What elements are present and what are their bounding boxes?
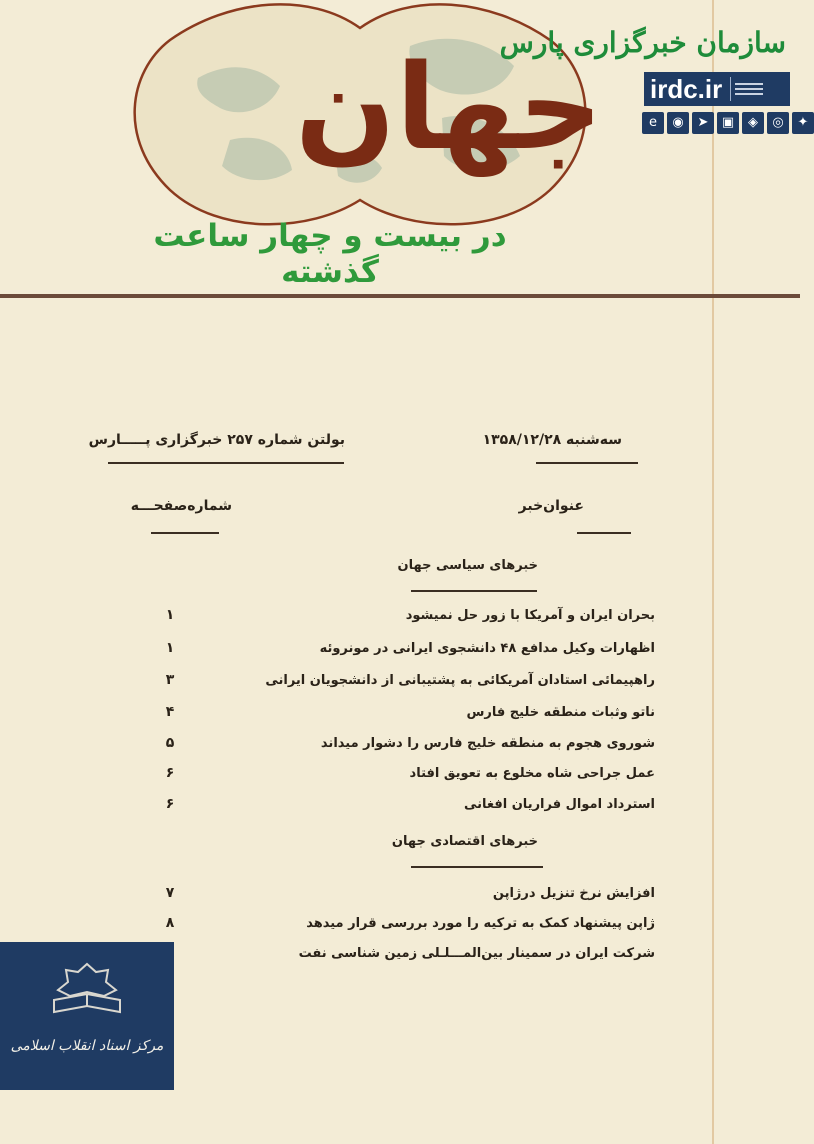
archive-name: مرکز اسناد انقلاب اسلامی (10, 1038, 164, 1054)
list-item-title: بحران ایران و آمریکا با زور حل نمیشود (405, 608, 655, 623)
title-label-underline (577, 532, 631, 534)
list-item-title: شوروی هجوم به منطقه خلیج فارس را دشوار میداند (320, 736, 655, 751)
number-underline (108, 462, 344, 464)
margin-line (712, 0, 714, 1144)
date-underline (536, 462, 638, 464)
list-item-page: ۶ (165, 796, 175, 812)
bulletin-date: سه‌شنبه ۱۳۵۸/۱۲/۲۸ (482, 432, 622, 448)
list-item-page: ۷ (165, 885, 175, 901)
twitter-icon[interactable]: ✦ (792, 112, 814, 134)
agency-name: سازمان خبرگزاری پارس (499, 26, 786, 59)
list-item-title: ژاپن پیشنهاد کمک به ترکیه را مورد بررسی قرار میدهد (306, 916, 655, 931)
list-item-title: راهپیمائی استادان آمریکائی به پشتیبانی از دانشجویان ایرانی (265, 673, 655, 688)
masthead-subtitle: در بیست و چهار ساعت گذشته (153, 218, 507, 290)
list-item-title: عمل جراحی شاه مخلوع به تعویق افتاد (409, 766, 655, 781)
aparat-icon[interactable]: ▣ (717, 112, 739, 134)
soroush-icon[interactable]: ◉ (667, 112, 689, 134)
archive-logo (0, 942, 174, 1090)
column-page-label: شماره‌صفحـــه (130, 498, 232, 514)
masthead-title: جهان (295, 38, 603, 176)
list-item-title: ناتو وثبات منطقه خلیج فارس (466, 705, 655, 720)
list-item-title: استرداد اموال فراریان افغانی (463, 797, 655, 812)
list-item-title: افزایش نرخ تنزیل درژاپن (492, 886, 655, 901)
bulletin-number: بولتن شماره ۲۵۷ خبرگزاری پـــــارس (88, 432, 345, 448)
list-item-title: اظهارات وکیل مدافع ۴۸ دانشجوی ایرانی در مونروئه (319, 641, 655, 656)
social-links (642, 112, 814, 134)
irdc-link[interactable] (644, 72, 790, 106)
list-item-page: ۳ (165, 672, 175, 688)
section-heading-underline (411, 866, 543, 868)
section-heading: خبرهای سیاسی جهان (397, 558, 538, 573)
irdc-logo-icon (730, 77, 763, 101)
list-item-page: ۴ (165, 704, 175, 720)
list-item-page: ۱ (165, 607, 175, 623)
rubika-icon[interactable]: ◈ (742, 112, 764, 134)
masthead-divider (0, 294, 800, 298)
list-item-page: ۶ (165, 765, 175, 781)
irdc-site-label: irdc.ir (650, 73, 723, 104)
eitaa-icon[interactable]: e (642, 112, 664, 134)
archive-emblem-icon (44, 960, 130, 1016)
instagram-icon[interactable]: ◎ (767, 112, 789, 134)
telegram-icon[interactable]: ➤ (692, 112, 714, 134)
list-item-page: ۵ (165, 735, 175, 751)
list-item-title: شرکت ایران در سمینار بین‌المـــلـلی زمین شناسی نفت (298, 946, 655, 961)
page-label-underline (151, 532, 219, 534)
column-title-label: عنوان‌خبر (518, 498, 584, 514)
section-heading: خبرهای اقتصادی جهان (391, 834, 538, 849)
list-item-page: ۱ (165, 640, 175, 656)
section-heading-underline (411, 590, 537, 592)
list-item-page: ۸ (165, 915, 175, 931)
